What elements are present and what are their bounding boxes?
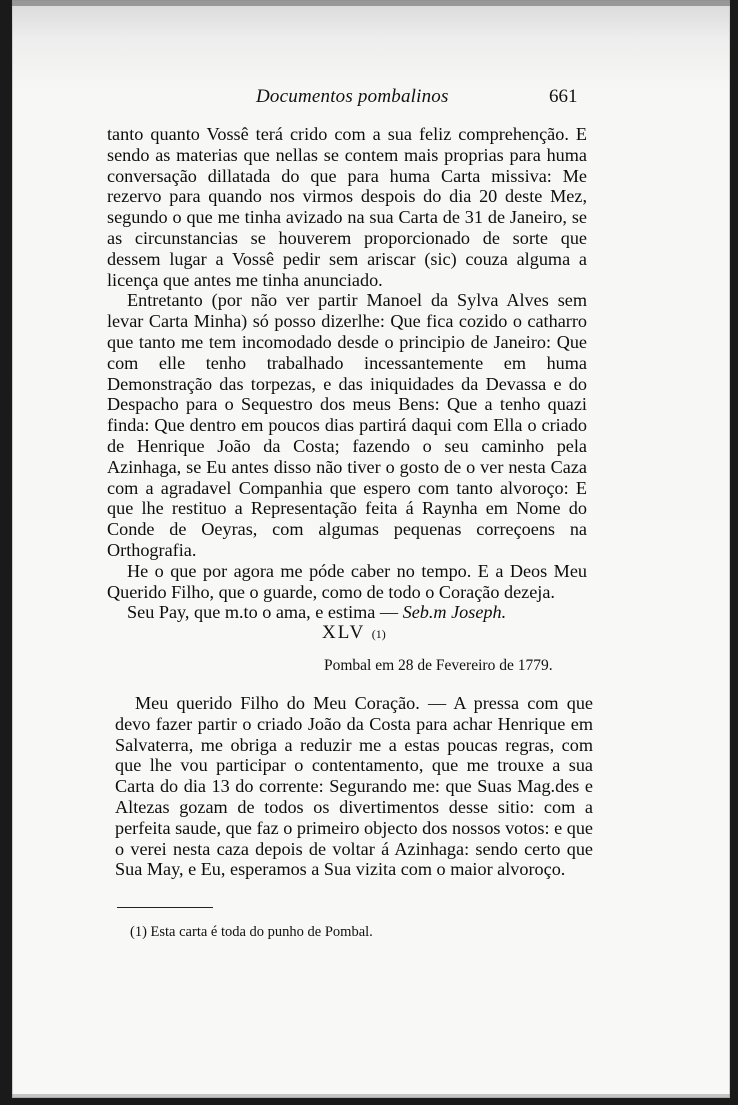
- letter-number: XLV: [322, 622, 365, 643]
- footnote-reference: (1): [371, 627, 386, 641]
- letter-body: [115, 693, 593, 880]
- footnote-divider: [117, 907, 213, 908]
- paragraph: Meu querido Filho do Meu Coração. — A pressa com que devo fazer partir o criado João da Costa para achar Henrique em Salvaterra, me obriga a reduzir me a estas poucas regras, com que lhe vou participar o contentamento, que me trouxe a sua Carta do dia 13 do corrente: Segurando me: que Suas Mag.des e Altezas gozam de todos os divertimentos desse sitio: com a perfeita saude, que faz o primeiro objecto dos nossos votos: e que o verei nesta caza depois de voltar á Azinhaga: sendo certo que Sua May, e Eu, esperamos a Sua vizita com o maior alvoroço.: [115, 693, 593, 880]
- signature-text: Seu Pay, que m.to o ama, e estima —: [127, 602, 403, 623]
- page-number: 661: [549, 86, 578, 107]
- paragraph: tanto quanto Vossê terá crido com a sua feliz comprehenção. E sendo as materias que nellas se contem mais proprias para huma conversação dillatada do que para huma Carta missiva: Me rezervo para quando nos virmos despois do dia 20 deste Mez, segundo o que me tinha avizado na sua Carta de 31 de Janeiro, se as circunstancias se houverem proporcionado de sorte que dessem lugar a Vossê pedir sem ariscar (sic) couza alguma a licença que antes me tinha anunciado.: [107, 124, 587, 290]
- letter-number-heading: [322, 622, 386, 644]
- book-page: [12, 0, 730, 1098]
- letter-dateline: Pombal em 28 de Fevereiro de 1779.: [324, 657, 553, 674]
- running-title: Documentos pombalinos: [256, 86, 449, 107]
- letter-continuation: [107, 124, 587, 623]
- paragraph: Entretanto (por não ver partir Manoel da Sylva Alves sem levar Carta Minha) só posso dizerlhe: Que fica cozido o catharro que tanto me tem incomodado desde o principio de Janeiro: Que com elle tenho trabalhado incessantemente em huma Demonstração das torpezas, e das iniquidades da Devassa e do Despacho para o Sequestro dos meus Bens: Que a tenho quazi finda: Que dentro em poucos dias partirá daqui com Ella o criado de Henrique João da Costa; fazendo o seu caminho pela Azinhaga, se Eu antes disso não tiver o gosto de o ver nesta Caza com a agradavel Companhia que espero com tanto alvoroço: E que lhe restituo a Representação feita á Raynha em Nome do Conde de Oeyras, com algumas pequenas correçoens na Orthografia.: [107, 290, 587, 560]
- signature-line: [107, 602, 587, 623]
- scan-edge-shadow: [12, 1094, 730, 1098]
- footnote: (1) Esta carta é toda do punho de Pombal.: [130, 924, 373, 940]
- paragraph: He o que por agora me póde caber no tempo. E a Deos Meu Querido Filho, que o guarde, como de todo o Coração dezeja.: [107, 560, 587, 602]
- signature-name: Seb.m Joseph.: [402, 602, 507, 623]
- page-header: [12, 86, 730, 110]
- scan-edge-shadow: [12, 0, 730, 6]
